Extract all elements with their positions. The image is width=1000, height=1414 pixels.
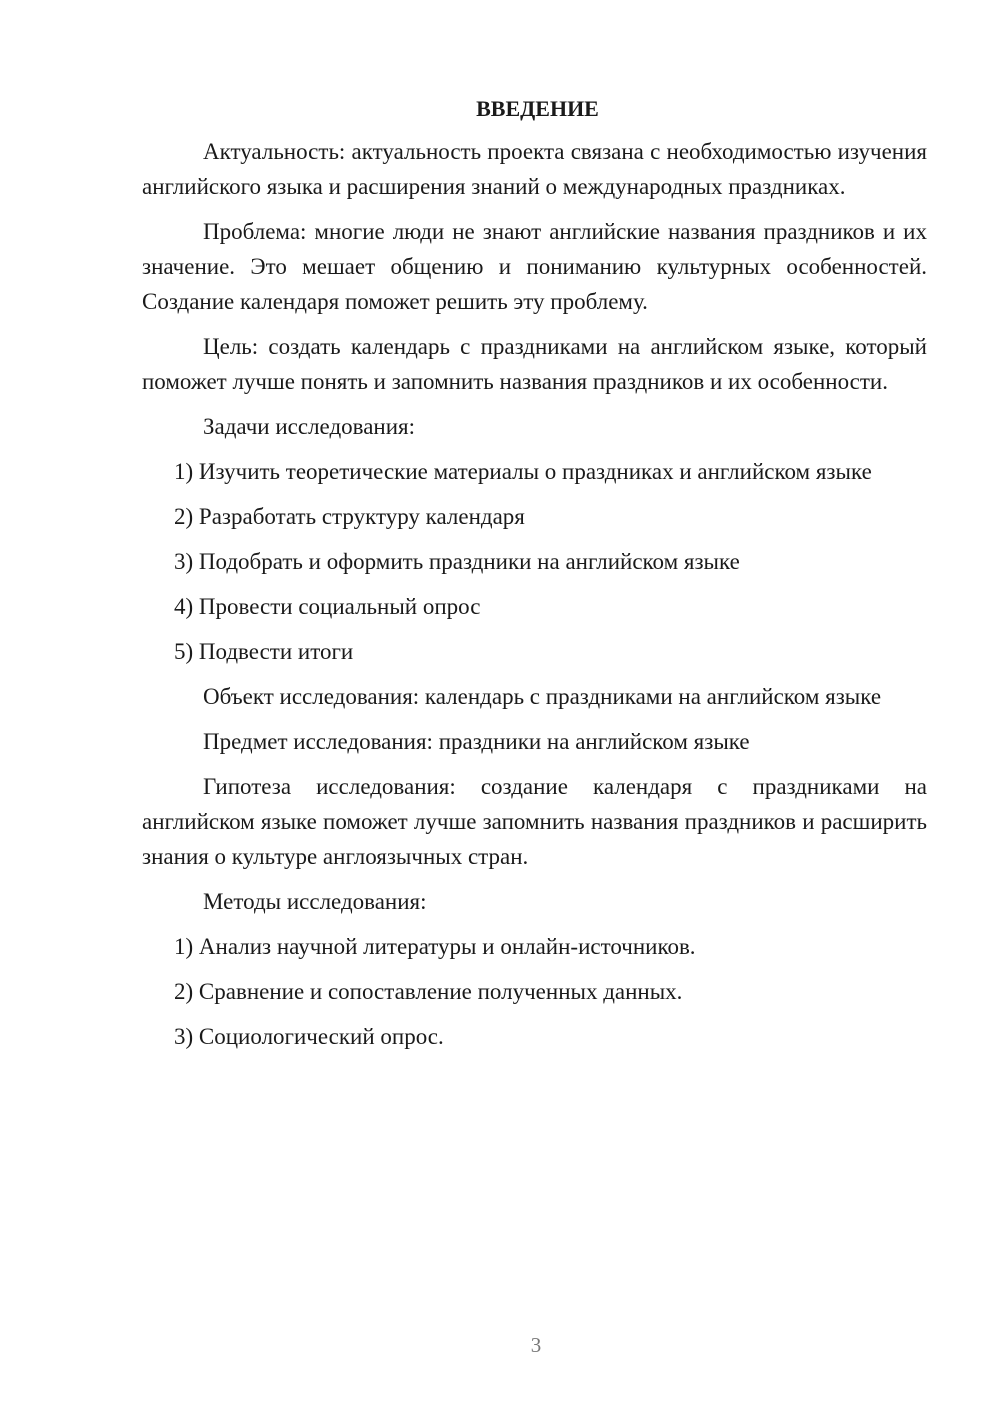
- goal-paragraph: Цель: создать календарь с праздниками на английском языке, который поможет лучше понять и запомнить названия праздников и их особенности.: [142, 334, 927, 394]
- method-item: 3) Социологический опрос.: [174, 1024, 444, 1049]
- method-item: 1) Анализ научной литературы и онлайн-источников.: [174, 934, 696, 959]
- problem-paragraph: Проблема: многие люди не знают английские названия праздников и их значение. Это мешает общению и пониманию культурных особенностей. Создание календаря поможет решить эту проблему.: [142, 219, 927, 314]
- relevance-paragraph: Актуальность: актуальность проекта связана с необходимостью изучения английского языка и расширения знаний о международных праздниках.: [142, 139, 927, 199]
- task-item: 4) Провести социальный опрос: [174, 594, 481, 619]
- subject-paragraph: Предмет исследования: праздники на английском языке: [203, 729, 750, 754]
- task-item: 1) Изучить теоретические материалы о праздниках и английском языке: [174, 459, 872, 484]
- page-content: [142, 94, 927, 1064]
- object-paragraph: Объект исследования: календарь с праздниками на английском языке: [203, 684, 882, 709]
- hypothesis-paragraph: Гипотеза исследования: создание календаря с праздниками на английском языке поможет лучше запомнить названия праздников и расширить знания о культуре англоязычных стран.: [142, 774, 927, 869]
- section-title: ВВЕДЕНИЕ: [476, 96, 599, 121]
- task-item: 5) Подвести итоги: [174, 639, 354, 664]
- methods-heading: Методы исследования:: [203, 889, 427, 914]
- task-item: 2) Разработать структуру календаря: [174, 504, 525, 529]
- method-item: 2) Сравнение и сопоставление полученных данных.: [174, 979, 683, 1004]
- task-item: 3) Подобрать и оформить праздники на английском языке: [174, 549, 740, 574]
- page-number: 3: [530, 1333, 542, 1357]
- tasks-heading: Задачи исследования:: [203, 414, 416, 439]
